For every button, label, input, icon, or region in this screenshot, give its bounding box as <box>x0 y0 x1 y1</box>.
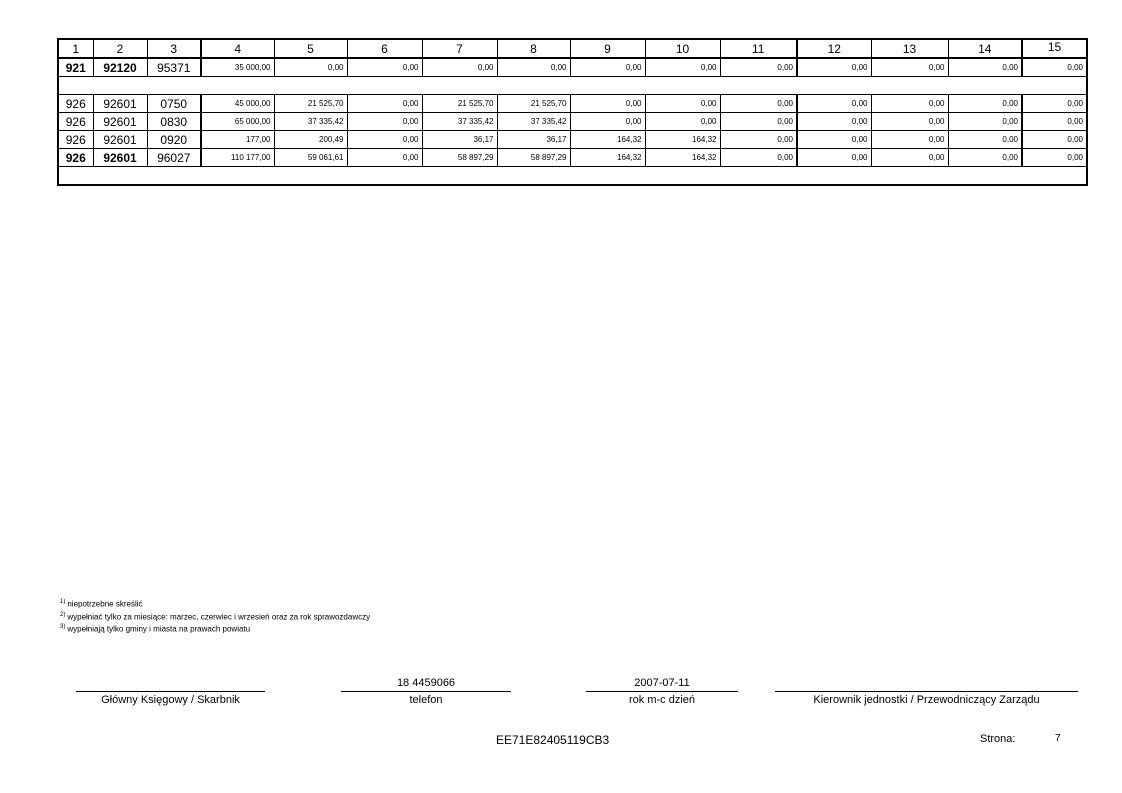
table-cell: 0,00 <box>797 113 871 131</box>
table-cell: 92601 <box>93 95 147 113</box>
table-cell: 0,00 <box>645 95 720 113</box>
signature-label: Kierownik jednostki / Przewodniczący Zarządu <box>813 694 1040 706</box>
table-cell: 110 177,00 <box>201 149 274 167</box>
table-cell: 926 <box>58 95 93 113</box>
header-cell: 12 <box>797 39 871 58</box>
table-cell: 92120 <box>93 58 147 77</box>
table-cell: 0,00 <box>948 131 1022 149</box>
header-cell: 5 <box>274 39 347 58</box>
table-cell: 0,00 <box>871 58 948 77</box>
table-cell: 0,00 <box>948 58 1022 77</box>
table-cell: 0,00 <box>1022 113 1087 131</box>
header-cell: 6 <box>347 39 422 58</box>
table-cell: 96027 <box>147 149 201 167</box>
signature-value <box>775 677 1078 691</box>
table-cell: 58 897,29 <box>422 149 497 167</box>
table-cell: 0920 <box>147 131 201 149</box>
table-cell: 36,17 <box>422 131 497 149</box>
table-cell: 200,49 <box>274 131 347 149</box>
header-cell: 9 <box>570 39 645 58</box>
table-cell: 0,00 <box>1022 149 1087 167</box>
table-spacer-row <box>58 77 1087 95</box>
table-cell: 0,00 <box>347 149 422 167</box>
footnote-mark: 1) <box>60 599 66 605</box>
table-cell: 921 <box>58 58 93 77</box>
signature-label: rok m-c dzień <box>628 694 696 706</box>
footnote-mark: 3) <box>60 624 66 631</box>
signature-line <box>341 691 511 692</box>
table-cell: 0750 <box>147 95 201 113</box>
table-cell: 0,00 <box>871 149 948 167</box>
table-cell: 0,00 <box>948 95 1022 113</box>
table-cell: 65 000,00 <box>201 113 274 131</box>
signature-line <box>76 691 265 692</box>
footnote-mark: 2) <box>60 611 66 618</box>
table-cell: 92601 <box>93 131 147 149</box>
signature-accountant <box>76 677 265 706</box>
signature-label: Główny Księgowy / Skarbnik <box>101 694 240 706</box>
table-spacer-row <box>58 167 1087 186</box>
table-cell: 0,00 <box>720 149 797 167</box>
table-total-row <box>58 149 1087 167</box>
table-cell: 92601 <box>93 149 147 167</box>
header-cell: 11 <box>720 39 797 58</box>
footnote <box>60 622 370 635</box>
header-cell: 8 <box>497 39 570 58</box>
header-cell: 7 <box>422 39 497 58</box>
table-cell: 0,00 <box>422 58 497 77</box>
table-cell: 0,00 <box>570 95 645 113</box>
header-cell: 13 <box>871 39 948 58</box>
signature-date <box>586 677 738 706</box>
table-cell: 0,00 <box>871 131 948 149</box>
page-label: Strona: <box>980 733 1016 745</box>
signature-line <box>775 691 1078 692</box>
table-cell: 0830 <box>147 113 201 131</box>
table-cell: 21 525,70 <box>274 95 347 113</box>
table-cell: 0,00 <box>347 113 422 131</box>
table-header-row <box>58 39 1087 58</box>
table-cell: 164,32 <box>570 131 645 149</box>
spacer-cell <box>58 77 1087 95</box>
table-cell: 35 000,00 <box>201 58 274 77</box>
table-cell: 0,00 <box>645 113 720 131</box>
table-cell: 0,00 <box>645 58 720 77</box>
table-cell: 164,32 <box>645 131 720 149</box>
table-cell: 0,00 <box>1022 95 1087 113</box>
header-cell: 2 <box>93 39 147 58</box>
table-cell: 0,00 <box>497 58 570 77</box>
table-cell: 0,00 <box>347 131 422 149</box>
table-cell: 21 525,70 <box>497 95 570 113</box>
table-cell: 0,00 <box>570 113 645 131</box>
footnote <box>60 597 370 610</box>
table-cell: 0,00 <box>720 113 797 131</box>
table-cell: 37 335,42 <box>422 113 497 131</box>
table-cell: 58 897,29 <box>497 149 570 167</box>
document-id: EE71E82405119CB3 <box>496 733 610 747</box>
table-cell: 164,32 <box>645 149 720 167</box>
signature-value <box>76 677 265 691</box>
table-cell: 36,17 <box>497 131 570 149</box>
header-cell: 10 <box>645 39 720 58</box>
date-value: 2007-07-11 <box>634 677 690 689</box>
table-row <box>58 95 1087 113</box>
budget-table <box>57 38 1088 186</box>
table-cell: 0,00 <box>720 131 797 149</box>
table-cell: 0,00 <box>720 58 797 77</box>
footnotes <box>60 597 370 635</box>
table-cell: 0,00 <box>797 58 871 77</box>
table-cell: 0,00 <box>570 58 645 77</box>
spacer-cell <box>58 167 1087 186</box>
table-cell: 0,00 <box>797 131 871 149</box>
table-row <box>58 131 1087 149</box>
table-cell: 21 525,70 <box>422 95 497 113</box>
signature-phone <box>341 677 511 706</box>
footnote-text: wypełniają tylko gminy i miasta na prawach powiatu <box>67 624 251 634</box>
signature-head <box>775 677 1078 706</box>
table-cell: 0,00 <box>797 95 871 113</box>
table-cell: 37 335,42 <box>274 113 347 131</box>
table-cell: 177,00 <box>201 131 274 149</box>
table-cell: 0,00 <box>797 149 871 167</box>
table-cell: 164,32 <box>570 149 645 167</box>
table-cell: 0,00 <box>720 95 797 113</box>
table-cell: 0,00 <box>948 113 1022 131</box>
header-cell: 3 <box>147 39 201 58</box>
footnote-text: niepotrzebne skreślić <box>67 599 143 609</box>
signature-line <box>586 691 738 692</box>
table-cell: 926 <box>58 113 93 131</box>
table-cell: 926 <box>58 131 93 149</box>
table-cell: 59 061,61 <box>274 149 347 167</box>
table-cell: 0,00 <box>948 149 1022 167</box>
table-cell: 0,00 <box>274 58 347 77</box>
table-cell: 0,00 <box>871 113 948 131</box>
header-cell: 15 <box>1022 39 1087 58</box>
table-cell: 0,00 <box>871 95 948 113</box>
table-cell: 95371 <box>147 58 201 77</box>
footnote <box>60 610 370 623</box>
table-cell: 92601 <box>93 113 147 131</box>
header-cell: 4 <box>201 39 274 58</box>
table-row <box>58 113 1087 131</box>
table-cell: 45 000,00 <box>201 95 274 113</box>
table-cell: 0,00 <box>347 58 422 77</box>
table-cell: 0,00 <box>1022 58 1087 77</box>
table-cell: 0,00 <box>1022 131 1087 149</box>
page-number: 7 <box>1055 733 1061 744</box>
table-cell: 926 <box>58 149 93 167</box>
table-cell: 37 335,42 <box>497 113 570 131</box>
footnote-text: wypełniać tylko za miesiące: marzec, czerwiec i wrzesień oraz za rok sprawozdawczy <box>67 612 371 622</box>
phone-value: 18 4459066 <box>396 677 456 689</box>
header-cell: 1 <box>58 39 93 58</box>
table-cell: 0,00 <box>347 95 422 113</box>
table-row <box>58 58 1087 77</box>
header-cell: 14 <box>948 39 1022 58</box>
signature-label: telefon <box>409 694 443 706</box>
